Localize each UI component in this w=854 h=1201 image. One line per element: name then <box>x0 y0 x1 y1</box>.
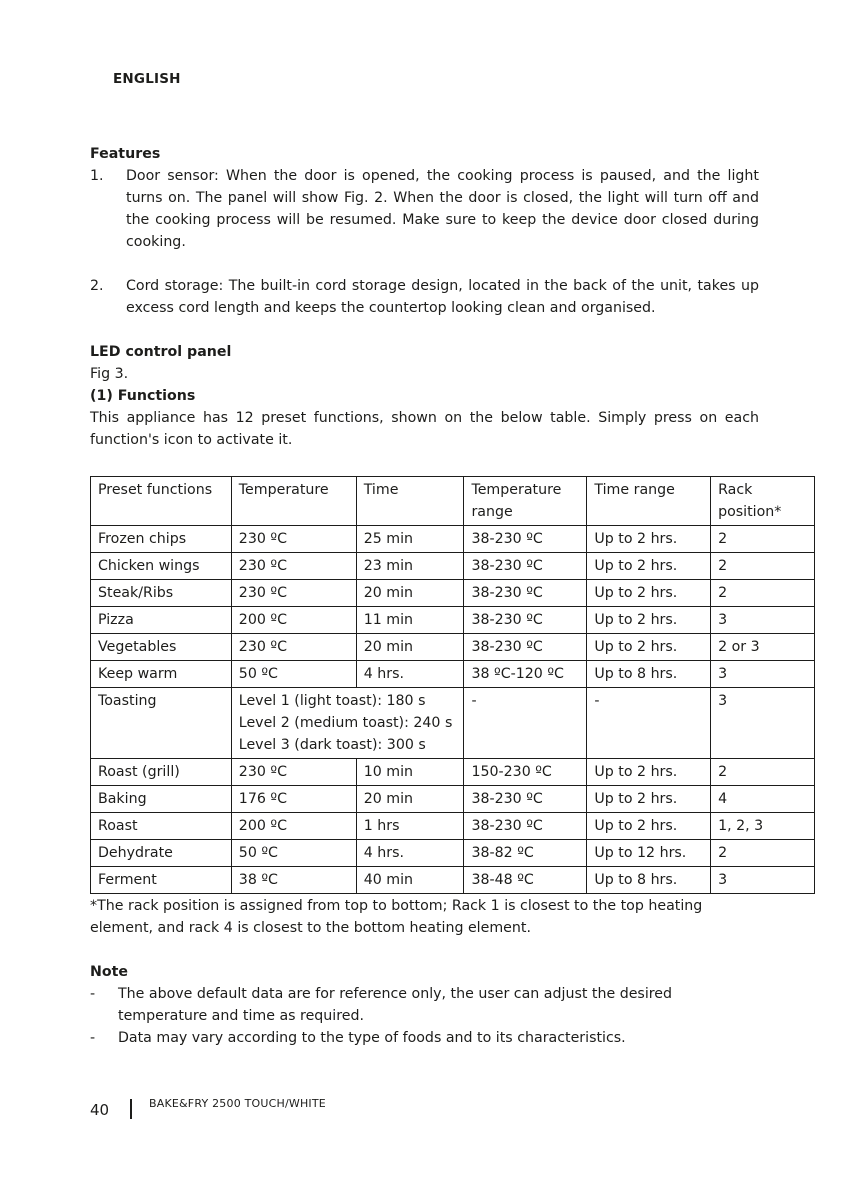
notes-section <box>90 895 759 1049</box>
toasting-level: Level 3 (dark toast): 300 s <box>238 737 426 753</box>
table-cell: Up to 8 hrs. <box>587 661 711 688</box>
table-header-cell: Temperature <box>231 477 356 526</box>
table-cell: Up to 2 hrs. <box>587 634 711 661</box>
product-name: BAKE&FRY 2500 TOUCH/WHITE <box>149 1097 326 1110</box>
table-cell: 1, 2, 3 <box>711 813 815 840</box>
table-cell: Up to 8 hrs. <box>587 867 711 894</box>
table-header-cell: Time <box>356 477 464 526</box>
table-cell: Up to 2 hrs. <box>587 580 711 607</box>
table-cell: 230 ºC <box>231 634 356 661</box>
table-cell: - <box>464 688 587 759</box>
table-cell: 200 ºC <box>231 813 356 840</box>
table-cell: 20 min <box>356 634 464 661</box>
table-cell: 1 hrs <box>356 813 464 840</box>
table-cell: Toasting <box>91 688 232 759</box>
table-cell: 38-230 ºC <box>464 580 587 607</box>
language-label: ENGLISH <box>113 71 181 87</box>
table-cell: Steak/Ribs <box>91 580 232 607</box>
table-cell: Roast <box>91 813 232 840</box>
table-cell: 38-230 ºC <box>464 553 587 580</box>
table-cell: Roast (grill) <box>91 759 232 786</box>
table-header-cell: Preset functions <box>91 477 232 526</box>
table-cell: Baking <box>91 786 232 813</box>
table-cell: 38-230 ºC <box>464 786 587 813</box>
table-cell: 230 ºC <box>231 759 356 786</box>
table-cell: 25 min <box>356 526 464 553</box>
table-cell: 4 hrs. <box>356 840 464 867</box>
led-panel-heading: LED control panel <box>90 344 232 360</box>
table-cell: 3 <box>711 661 815 688</box>
table-row <box>91 840 815 867</box>
table-cell: 38 ºC-120 ºC <box>464 661 587 688</box>
toasting-level: Level 2 (medium toast): 240 s <box>238 715 453 731</box>
table-cell: 3 <box>711 607 815 634</box>
table-cell: 11 min <box>356 607 464 634</box>
table-cell: 38-82 ºC <box>464 840 587 867</box>
feature-text: Door sensor: When the door is opened, the cooking process is paused, and the light turns on. The panel will show Fig. 2. When the door is closed, the light will turn off and the cooking process will be resumed. Make sure to keep the device door closed during cooking. <box>126 168 759 250</box>
note-dash: - <box>90 1030 96 1046</box>
table-cell: Up to 2 hrs. <box>587 553 711 580</box>
table-cell: 50 ºC <box>231 840 356 867</box>
table-cell: 2 <box>711 526 815 553</box>
table-cell: Dehydrate <box>91 840 232 867</box>
note-text: Data may vary according to the type of foods and to its characteristics. <box>118 1030 626 1046</box>
table-cell: Up to 2 hrs. <box>587 759 711 786</box>
table-row <box>91 580 815 607</box>
table-row <box>91 526 815 553</box>
table-cell: 2 <box>711 580 815 607</box>
table-cell: 20 min <box>356 580 464 607</box>
table-cell: Pizza <box>91 607 232 634</box>
table-header-cell: Temperature range <box>464 477 587 526</box>
preset-functions-table <box>90 476 815 894</box>
table-cell: 4 <box>711 786 815 813</box>
table-cell: 2 <box>711 759 815 786</box>
table-cell: 38-230 ºC <box>464 526 587 553</box>
table-cell: 38-230 ºC <box>464 634 587 661</box>
note-item <box>90 1027 759 1049</box>
table-cell: Up to 2 hrs. <box>587 607 711 634</box>
table-cell: Vegetables <box>91 634 232 661</box>
toasting-level: Level 1 (light toast): 180 s <box>238 693 426 709</box>
table-cell: Ferment <box>91 867 232 894</box>
feature-text: Cord storage: The built-in cord storage design, located in the back of the unit, takes up excess cord length and keeps the countertop looking clean and organised. <box>126 278 759 316</box>
table-cell: 38-230 ºC <box>464 607 587 634</box>
table-cell: Keep warm <box>91 661 232 688</box>
table-cell: - <box>587 688 711 759</box>
feature-item <box>90 165 759 253</box>
table-cell: Up to 2 hrs. <box>587 526 711 553</box>
table-row <box>91 607 815 634</box>
table-cell: 38 ºC <box>231 867 356 894</box>
toasting-levels-cell <box>231 688 464 759</box>
table-cell: 230 ºC <box>231 580 356 607</box>
note-text: The above default data are for reference only, the user can adjust the desired temperature and time as required. <box>118 986 673 1024</box>
table-row <box>91 553 815 580</box>
table-cell: 150-230 ºC <box>464 759 587 786</box>
table-cell: 50 ºC <box>231 661 356 688</box>
table-header-cell: Rack position* <box>711 477 815 526</box>
table-row <box>91 634 815 661</box>
features-heading: Features <box>90 146 161 162</box>
table-row <box>91 661 815 688</box>
functions-intro: This appliance has 12 preset functions, shown on the below table. Simply press on each function's icon to activate it. <box>90 410 759 448</box>
table-cell: Up to 2 hrs. <box>587 786 711 813</box>
rack-footnote: *The rack position is assigned from top to bottom; Rack 1 is closest to the top heating element, and rack 4 is closest to the bottom heating element. <box>90 898 703 936</box>
table-cell: 23 min <box>356 553 464 580</box>
feature-number: 1. <box>90 168 104 184</box>
note-item <box>90 983 759 1027</box>
feature-number: 2. <box>90 278 104 294</box>
figure-reference: Fig 3. <box>90 366 129 382</box>
table-cell: Frozen chips <box>91 526 232 553</box>
table-cell: 4 hrs. <box>356 661 464 688</box>
table-row <box>91 786 815 813</box>
table-cell: 2 or 3 <box>711 634 815 661</box>
table-cell: 2 <box>711 553 815 580</box>
table-cell: Up to 2 hrs. <box>587 813 711 840</box>
table-cell: 40 min <box>356 867 464 894</box>
table-row <box>91 759 815 786</box>
table-cell: 20 min <box>356 786 464 813</box>
table-cell: 3 <box>711 867 815 894</box>
page-number: 40 <box>90 1101 110 1119</box>
table-row <box>91 867 815 894</box>
table-cell: 3 <box>711 688 815 759</box>
table-header-cell: Time range <box>587 477 711 526</box>
table-cell: 10 min <box>356 759 464 786</box>
feature-item <box>90 275 759 319</box>
table-cell: Chicken wings <box>91 553 232 580</box>
note-heading: Note <box>90 964 129 980</box>
table-row-toasting <box>91 688 815 759</box>
features-section <box>90 143 759 451</box>
table-cell: 200 ºC <box>231 607 356 634</box>
table-cell: 230 ºC <box>231 526 356 553</box>
table-row <box>91 813 815 840</box>
footer-divider <box>130 1099 132 1119</box>
functions-heading: (1) Functions <box>90 388 196 404</box>
note-dash: - <box>90 986 96 1002</box>
table-cell: 176 ºC <box>231 786 356 813</box>
table-cell: 38-48 ºC <box>464 867 587 894</box>
table-cell: 2 <box>711 840 815 867</box>
table-cell: Up to 12 hrs. <box>587 840 711 867</box>
table-cell: 38-230 ºC <box>464 813 587 840</box>
table-cell: 230 ºC <box>231 553 356 580</box>
table-header-row <box>91 477 815 526</box>
